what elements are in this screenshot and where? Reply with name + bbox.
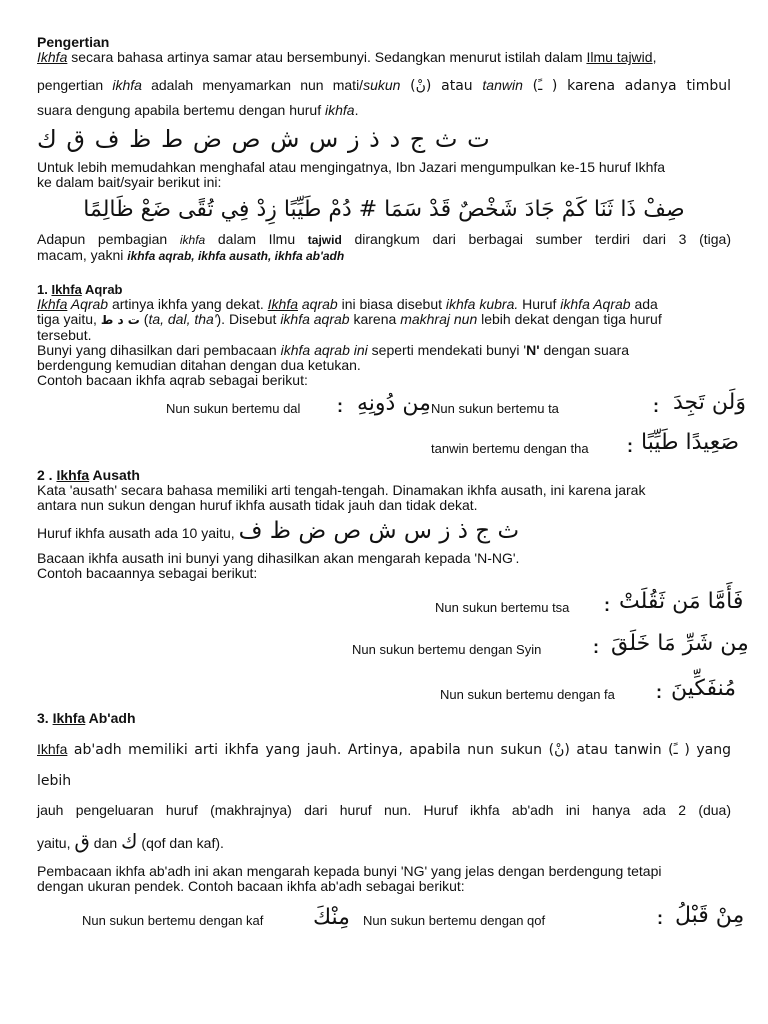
abadh-line5: dengan ukuran pendek. Contoh bacaan ikhfa ab'adh sebagai berikut:: [37, 878, 465, 894]
ausath-line1: Kata 'ausath' secara bahasa memiliki arti tengah-tengah. Dinamakan ikhfa ausath, ini karena jarak: [37, 482, 646, 498]
text-span: pengertian: [37, 77, 113, 93]
text-span: (: [139, 311, 149, 327]
section-heading-aqrab: [37, 282, 731, 297]
example-colon: :: [657, 908, 663, 928]
ikhfa-types: ikhfa aqrab, ikhfa ausath, ikhfa ab'adh: [127, 249, 345, 263]
example-label: tanwin bertemu dengan tha: [431, 441, 589, 456]
text-span: ikhfa Aqrab: [560, 296, 631, 312]
text-span: macam, yakni: [37, 247, 128, 263]
example-colon: :: [627, 436, 633, 456]
ikhfa-term: ikhfa: [179, 233, 206, 247]
example-label: Nun sukun bertemu dal: [166, 401, 301, 416]
text-span: dirangkum dari berbagai sumber terdiri dari 3 (tiga): [341, 231, 731, 247]
abadh-example-row: [37, 896, 745, 940]
aqrab-line2: [37, 312, 731, 328]
example-label: Nun sukun bertemu ta: [431, 401, 559, 416]
abadh-line2: jauh pengeluaran huruf (makhrajnya) dari huruf nun. Huruf ikhfa ab'adh ini hanya ada 2 (dua): [37, 802, 731, 818]
text-span: Aqrab: [67, 296, 109, 312]
text-span: dan: [89, 835, 122, 851]
section-name: Ausath: [89, 467, 140, 483]
abadh-line3: [37, 824, 731, 860]
document-page: [37, 33, 749, 940]
text-span: karena: [349, 311, 401, 327]
text-span: dengan suara: [539, 342, 630, 358]
text-span: ,: [652, 49, 657, 65]
ausath-example-row3: [37, 669, 737, 709]
example-colon: :: [337, 396, 343, 416]
aqrab-line6: Contoh bacaan ikhfa aqrab sebagai berikut:: [37, 372, 308, 388]
example-colon: :: [593, 637, 599, 657]
text-span: ). Disebut: [216, 311, 281, 327]
text-span: (ـً ) karena adanya timbul: [522, 78, 731, 94]
example-arabic: مِن شَرِّ مَا خَلَقَ: [611, 631, 749, 656]
example-arabic: فَأَمَّا مَن ثَقُلَتْ: [619, 589, 744, 614]
section-name: Ab'adh: [85, 710, 136, 726]
example-arabic: وَلَن تَجِدَ: [673, 390, 746, 415]
text-span: ikhfa aqrab: [280, 311, 350, 327]
ikhfa-term: Ikhfa: [267, 296, 298, 312]
section-number: 1.: [37, 282, 52, 297]
ikhfa-term: Ikhfa: [37, 741, 68, 757]
ausath-line4: Bacaan ikhfa ausath ini bunyi yang dihasilkan akan mengarah kepada 'N-NG'.: [37, 550, 520, 566]
ikhfa-term: ikhfa: [325, 102, 355, 118]
intro-paragraph-line1: [37, 50, 731, 68]
text-span: (نْ) atau: [400, 78, 483, 94]
example-label: Nun sukun bertemu dengan fa: [440, 687, 615, 702]
example-arabic: مِنْكَ: [313, 905, 350, 930]
text-span: artinya ikhfa yang dekat.: [108, 296, 268, 312]
ibn-jazari-verse-arabic: صِفْ ذَا ثَنَا كَمْ جَادَ شَخْصٌ قَدْ سَمَا # دُمْ طَيِّبًا زِدْ فِي تُقًى ضَعْ ظَالِمًا: [83, 197, 685, 222]
ausath-line5: Contoh bacaannya sebagai berikut:: [37, 565, 258, 581]
text-span: lebih dekat dengan tiga huruf: [477, 311, 662, 327]
section-heading-pengertian: Pengertian: [37, 34, 110, 50]
text-span: ab'adh memiliki arti ikhfa yang jauh. Artinya, apabila nun sukun (نْ) atau tanwin (ـً ) yang lebih: [37, 742, 731, 789]
example-label: Nun sukun bertemu dengan kaf: [82, 913, 264, 928]
text-span: Huruf ikhfa ausath ada 10 yaitu,: [37, 525, 239, 541]
text-span: .: [354, 102, 359, 118]
ausath-example-row1: [37, 583, 744, 625]
example-arabic: مِنْ قَبْلُ: [675, 903, 745, 928]
text-span: N': [526, 342, 540, 358]
section-number: 3.: [37, 710, 53, 726]
section-name: Aqrab: [81, 282, 123, 297]
text-span: tiga yaitu,: [37, 311, 101, 327]
intro-paragraph-line3: [37, 103, 731, 118]
example-colon: :: [604, 595, 610, 615]
aqrab-line3: tersebut.: [37, 327, 92, 343]
abadh-line1: [37, 734, 731, 796]
ilmu-tajwid-link[interactable]: Ilmu tajwid: [586, 49, 653, 65]
aqrab-line4: [37, 343, 731, 358]
intro-paragraph-line2: [37, 70, 731, 101]
example-arabic: صَعِيدًا طَيِّبًا: [641, 430, 740, 455]
text-span: yaitu,: [37, 835, 75, 851]
example-colon: :: [653, 396, 659, 416]
aqrab-example-row2: [37, 428, 740, 464]
text-span: aqrab: [298, 296, 338, 312]
ausath-line3: [37, 513, 731, 551]
text-span: ta, dal, tha': [148, 311, 217, 327]
intro-paragraph-line5: ke dalam bait/syair berikut ini:: [37, 174, 222, 190]
ikhfa-term: Ikhfa: [56, 467, 90, 483]
text-span: makhraj nun: [400, 311, 478, 327]
tajwid-term: tajwid: [307, 233, 342, 247]
sukun-term: sukun: [363, 77, 401, 93]
aqrab-line1: [37, 297, 731, 312]
ikhfa-letters-arabic: ت ث ج د ذ ز س ش ص ض ط ظ ف ق ك: [37, 125, 490, 153]
text-span: adalah menyamarkan nun mati/: [141, 77, 364, 93]
text-span: Huruf: [518, 296, 561, 312]
text-span: seperti mendekati bunyi ': [367, 342, 527, 358]
example-arabic: مِن دُونِهِ: [357, 391, 431, 416]
aqrab-example-row1: [37, 390, 746, 428]
example-label: Nun sukun bertemu dengan Syin: [352, 642, 542, 657]
ausath-line2: antara nun sukun dengan huruf ikhfa ausath tidak jauh dan tidak dekat.: [37, 497, 478, 513]
text-span: ini biasa disebut: [337, 296, 446, 312]
ikhfa-term: ikhfa: [112, 77, 142, 93]
text-span: suara dengung apabila bertemu dengan huruf: [37, 102, 325, 118]
ikhfa-term: Ikhfa: [37, 49, 68, 65]
intro-paragraph-line4: Untuk lebih memudahkan menghafal atau mengingatnya, Ibn Jazari mengumpulkan ke-15 huruf Ikhfa: [37, 159, 666, 175]
ikhfa-term: Ikhfa: [37, 296, 68, 312]
section-heading-ausath: [37, 468, 731, 483]
example-arabic: مُنفَكِّينَ: [671, 676, 737, 701]
example-colon: :: [656, 682, 662, 702]
text-span: Bunyi yang dihasilkan dari pembacaan: [37, 342, 281, 358]
ausath-letters-arabic: ث ج ذ ز س ش ص ض ظ ف: [238, 518, 520, 544]
aqrab-letters-arabic: ت د ط: [100, 313, 140, 327]
text-span: secara bahasa artinya samar atau bersembunyi. Sedangkan menurut istilah dalam: [67, 49, 587, 65]
ikhfa-term: Ikhfa: [52, 710, 86, 726]
text-span: ikhfa kubra.: [445, 296, 519, 312]
intro-paragraph-line6: [37, 232, 731, 248]
text-span: ada: [630, 296, 658, 312]
text-span: Adapun pembagian: [37, 231, 180, 247]
section-heading-abadh: [37, 711, 731, 726]
text-span: (qof dan kaf).: [137, 835, 224, 851]
qof-letter-arabic: ق: [74, 829, 90, 853]
example-label: Nun sukun bertemu tsa: [435, 600, 570, 615]
kaf-letter-arabic: ك: [121, 829, 138, 853]
tanwin-term: tanwin: [482, 77, 523, 93]
intro-paragraph-line7: [37, 248, 731, 264]
abadh-line4: Pembacaan ikhfa ab'adh ini akan mengarah kepada bunyi 'NG' yang jelas dengan berdengung tetapi: [37, 863, 662, 879]
example-label: Nun sukun bertemu dengan qof: [363, 913, 546, 928]
ikhfa-term: Ikhfa: [51, 282, 82, 297]
text-span: dalam Ilmu: [205, 231, 308, 247]
section-number: 2 .: [37, 467, 57, 483]
text-span: ikhfa aqrab ini: [280, 342, 368, 358]
aqrab-line5: berdengung kemudian ditahan dengan dua ketukan.: [37, 357, 361, 373]
ausath-example-row2: [37, 625, 749, 669]
